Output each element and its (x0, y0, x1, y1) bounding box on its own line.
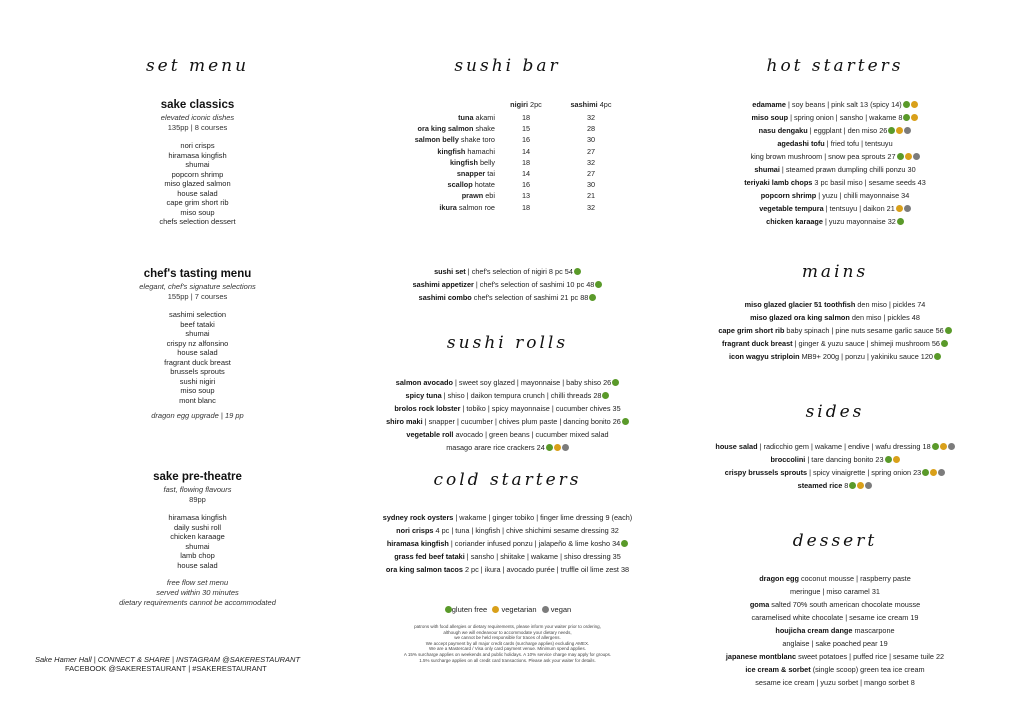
menu-item-description: den miso | pickles 74 (855, 300, 926, 309)
menu-item (690, 585, 980, 598)
menu-item-name: popcorn shrimp (760, 191, 817, 200)
menu-item-name: agedashi tofu (777, 139, 825, 148)
chefs-tasting-subtitle: elegant, chef's signature selections (139, 282, 256, 291)
menu-item-description: | steamed prawn dumpling chilli ponzu 30 (779, 165, 916, 174)
pre-theatre-price: 89pp (189, 495, 206, 504)
nigiri-price: 15 (521, 124, 531, 134)
menu-item (690, 298, 980, 311)
menu-item-description: sweet potatoes | puffed rice | sesame tuile 22 (796, 652, 945, 661)
menu-item (690, 440, 980, 453)
sushi-name-cell (345, 179, 501, 190)
menu-item-name: cape grim short rib (718, 326, 785, 335)
menu-item-name: goma (749, 600, 770, 609)
vegan-icon (913, 153, 920, 160)
sashimi-price: 30 (586, 180, 596, 190)
menu-item (690, 663, 980, 676)
footer-social-1: Sake Hamer Hall | CONNECT & SHARE | INSTAGRAM @SAKERESTAURANT (35, 655, 301, 664)
sashimi-price: 32 (586, 157, 596, 167)
menu-course-item: A 15% surcharge applies on weekends and public holidays. A 10% service charge may apply for groups. (403, 651, 612, 657)
menu-item-description: baby spinach | pine nuts sesame garlic sauce 56 (784, 326, 944, 335)
menu-item (690, 650, 980, 663)
chefs-tasting-heading: chef's tasting menu (143, 268, 252, 280)
menu-item (345, 550, 670, 563)
sushi-row (345, 123, 631, 134)
menu-item-description: | coriander infused ponzu | jalapeño & lime kosho 34 (448, 539, 621, 548)
sushi-japanese-name: tai (487, 169, 495, 179)
menu-item (690, 163, 980, 176)
menu-item-name: japanese montblanc (725, 652, 797, 661)
sushi-row (345, 202, 631, 213)
vegan-icon (904, 205, 911, 212)
menu-item-description: | spring onion | sansho | wakame 8 (788, 113, 903, 122)
menu-item-description: | eggplant | den miso 26 (807, 126, 888, 135)
sushi-bar-table (345, 97, 631, 213)
menu-item-description: | spicy vinaigrette | spring onion 23 (807, 468, 922, 477)
menu-item (690, 479, 980, 492)
sushi-name-cell (345, 202, 501, 213)
sushi-name: salmon belly (414, 135, 459, 145)
sushi-row (345, 168, 631, 179)
chefs-tasting-list (80, 310, 315, 405)
menu-course-item: hiramasa kingfish (168, 513, 227, 522)
menu-item (690, 189, 980, 202)
menu-item-name: grass fed beef tataki (394, 552, 465, 561)
gluten-free-icon (445, 606, 452, 613)
sushi-name: ora king salmon (417, 124, 474, 134)
nigiri-column-header: nigiri 2pc (510, 100, 542, 109)
gluten-free-icon (622, 418, 629, 425)
menu-course-item: crispy nz alfonsino (166, 338, 229, 348)
menu-item-description: | radicchio gem | wakame | endive | wafu dressing 18 (757, 442, 931, 451)
sushi-rolls-list (345, 376, 670, 454)
menu-item (345, 537, 670, 550)
menu-item (690, 150, 980, 163)
pre-theatre-section (80, 471, 315, 608)
gluten-free-icon (888, 127, 895, 134)
vegetarian-icon (492, 606, 499, 613)
menu-item-description: | tobiko | spicy mayonnaise | cucumber chives 35 (460, 404, 621, 413)
menu-item (690, 311, 980, 324)
dessert-title: dessert (792, 531, 878, 551)
menu-item (690, 466, 980, 479)
sake-classics-section (80, 99, 315, 227)
sashimi-price: 27 (586, 169, 596, 179)
menu-item (690, 624, 980, 637)
menu-item-description: | sweet soy glazed | mayonnaise | baby shiso 26 (452, 378, 612, 387)
sides-title: sides (805, 402, 865, 422)
menu-item (690, 98, 980, 111)
menu-course-item: beef tataki (180, 319, 215, 329)
sushi-japanese-name: ebi (485, 191, 495, 201)
sushi-japanese-name: hamachi (467, 146, 495, 156)
menu-item-name: edamame (752, 100, 786, 109)
menu-item (690, 215, 980, 228)
menu-course-item: chicken karaage (170, 532, 225, 541)
pre-theatre-notes (80, 578, 315, 608)
sushi-name: scallop (447, 180, 473, 190)
cold-starters-list (345, 511, 670, 576)
sushi-name: ikura (439, 202, 457, 212)
menu-item-name: miso soup (751, 113, 789, 122)
sake-classics-subtitle: elevated iconic dishes (160, 113, 235, 122)
menu-item-description: masago arare rice crackers 24 (446, 443, 545, 452)
menu-item-name: teriyaki lamb chops (744, 178, 813, 187)
gluten-free-icon (941, 340, 948, 347)
menu-item (345, 376, 670, 389)
menu-course-item: house salad (177, 560, 218, 570)
sushi-japanese-name: salmon roe (458, 202, 495, 212)
menu-course-item: shumai (185, 160, 210, 169)
vegetarian-icon (911, 114, 918, 121)
menu-item-name: chicken karaage (766, 217, 823, 226)
menu-course-item: We accept payment by all major credit cards (surcharge applies) excluding AMEX. (425, 640, 590, 646)
menu-item-name: ice cream & sorbet (745, 665, 811, 674)
menu-item (345, 511, 670, 524)
menu-item-name: vegetable tempura (759, 204, 824, 213)
menu-item-description: | chef's selection of sashimi 10 pc 48 (473, 280, 595, 289)
sashimi-price: 21 (586, 191, 596, 201)
menu-item (690, 572, 980, 585)
menu-course-item: 1.5% surcharge applies on all credit card transactions. Please ask your waiter for details. (419, 657, 596, 663)
menu-item-name: sushi set (434, 267, 466, 276)
sushi-row (345, 112, 631, 123)
sashimi-column-header: sashimi 4pc (570, 100, 612, 109)
sashimi-price: 30 (586, 135, 596, 145)
menu-item (345, 563, 670, 576)
menu-item-description: meringue | miso caramel 31 (790, 587, 880, 596)
menu-course-item: We are a Mastercard / Visa only card payment venue. Minimum spend applies. (429, 646, 586, 652)
menu-item-name: vegetable roll (406, 430, 454, 439)
menu-course-item: fragrant duck breast (164, 357, 231, 367)
dessert-list (690, 572, 980, 689)
menu-item-description: chef's selection of sashimi 21 pc 88 (471, 293, 589, 302)
menu-course-item: daily sushi roll (173, 522, 222, 532)
menu-item-name: ora king salmon tacos (385, 565, 463, 574)
sushi-name-cell (345, 190, 501, 201)
menu-item-name: salmon avocado (395, 378, 453, 387)
gluten-free-icon (903, 101, 910, 108)
menu-item-name: sashimi appetizer (412, 280, 474, 289)
menu-item-name: sydney rock oysters (382, 513, 454, 522)
sushi-japanese-name: shake (475, 124, 495, 134)
sushi-sets-list (345, 265, 670, 304)
menu-item-name: broccolini (770, 455, 806, 464)
menu-course-item: we cannot be held responsible for traces of allergens. (454, 635, 561, 641)
nigiri-price: 16 (521, 135, 531, 145)
nigiri-price: 18 (521, 202, 531, 212)
nigiri-price: 14 (521, 146, 531, 156)
sushi-name-cell (345, 168, 501, 179)
menu-item-description: | sansho | shiitake | wakame | shiso dressing 35 (464, 552, 621, 561)
menu-item (345, 291, 670, 304)
dietary-legend: gluten free vegetarian vegan (345, 605, 670, 614)
menu-course-item: house salad (177, 348, 218, 357)
menu-item-description: sesame ice cream | yuzu sorbet | mango sorbet 8 (755, 678, 915, 687)
chefs-tasting-section (80, 268, 315, 421)
menu-item (690, 676, 980, 689)
menu-course-item: mont blanc (179, 395, 216, 405)
hot-starters-title: hot starters (766, 56, 904, 76)
menu-item-description: salted 70% south american chocolate mousse (769, 600, 921, 609)
menu-course-item: miso glazed salmon (164, 179, 231, 188)
sushi-row (345, 157, 631, 168)
menu-item-description: 3 pc basil miso | sesame seeds 43 (812, 178, 926, 187)
nigiri-price: 13 (521, 191, 531, 201)
menu-course-item: miso soup (180, 386, 215, 395)
menu-item (690, 137, 980, 150)
vegetarian-icon (905, 153, 912, 160)
vegetarian-icon (896, 205, 903, 212)
vegan-icon (938, 469, 945, 476)
gluten-free-icon (589, 294, 596, 301)
menu-item (690, 202, 980, 215)
gluten-free-icon (602, 392, 609, 399)
vegetarian-icon (940, 443, 947, 450)
menu-item-description: den miso | pickles 48 (849, 313, 920, 322)
menu-item (690, 453, 980, 466)
vegetarian-icon (930, 469, 937, 476)
vegan-icon (562, 444, 569, 451)
menu-item-description: caramelised white chocolate | sesame ice cream 19 (751, 613, 919, 622)
menu-course-item: cape grim short rib (166, 198, 229, 207)
gluten-free-icon (945, 327, 952, 334)
vegetarian-icon (893, 456, 900, 463)
dragon-egg-upgrade: dragon egg upgrade | 19 pp (151, 411, 244, 420)
menu-course-item: lamb chop (180, 551, 215, 560)
nigiri-price: 18 (521, 113, 531, 123)
sushi-row (345, 134, 631, 145)
menu-item (690, 337, 980, 350)
gluten-free-icon (621, 540, 628, 547)
menu-item-name: houjicha cream dange (775, 626, 853, 635)
vegan-icon (865, 482, 872, 489)
menu-item-name: sashimi combo (418, 293, 472, 302)
sake-classics-list (80, 141, 315, 227)
pre-theatre-subtitle: fast, flowing flavours (163, 485, 232, 494)
menu-item-name: icon wagyu striploin (729, 352, 800, 361)
menu-item-name: nasu dengaku (758, 126, 808, 135)
sushi-name-cell (345, 112, 501, 123)
menu-course-item: house salad (177, 188, 218, 198)
menu-item-description: | shiso | daikon tempura crunch | chilli threads 28 (441, 391, 602, 400)
menu-item (345, 524, 670, 537)
pre-theatre-heading: sake pre-theatre (153, 471, 242, 483)
vegetarian-icon (857, 482, 864, 489)
menu-item-description: coconut mousse | raspberry paste (798, 574, 911, 583)
menu-item-name: dragon egg (759, 574, 799, 583)
menu-item-description: | fried tofu | tentsuyu (824, 139, 893, 148)
menu-course-item: free flow set menu (166, 578, 229, 587)
menu-item-name: shumai (754, 165, 780, 174)
menu-item (345, 428, 670, 441)
gluten-free-icon (574, 268, 581, 275)
sushi-japanese-name: akami (475, 113, 495, 123)
gluten-free-icon (849, 482, 856, 489)
menu-item-name: spicy tuna (405, 391, 442, 400)
chefs-tasting-price: 155pp | 7 courses (167, 292, 228, 301)
nigiri-price: 16 (521, 180, 531, 190)
vegetarian-icon (896, 127, 903, 134)
sashimi-price: 28 (586, 124, 596, 134)
sushi-japanese-name: shake toro (460, 135, 495, 145)
menu-item-description: | soy beans | pink salt 13 (spicy 14) (785, 100, 902, 109)
menu-item (690, 611, 980, 624)
sushi-row (345, 179, 631, 190)
sushi-bar-title: sushi bar (454, 56, 561, 76)
menu-item-description: 2 pc | ikura | avocado purée | truffle oil lime zest 38 (462, 565, 630, 574)
gluten-free-icon (546, 444, 553, 451)
menu-item-name: nori crisps (396, 526, 434, 535)
sashimi-price: 32 (586, 202, 596, 212)
menu-course-item: patrons with food allergies or dietary requirements, please inform your waiter prior to ordering, (414, 624, 601, 629)
menu-item (345, 441, 670, 454)
sashimi-price: 32 (586, 113, 596, 123)
menu-item-description: | snapper | cucumber | chives plum paste | dancing bonito 26 (422, 417, 621, 426)
menu-course-item: although we will endeavour to accommodate your dietary needs, (443, 629, 572, 635)
menu-item-name: miso glazed glacier 51 toothfish (744, 300, 856, 309)
menu-item-name: crispy brussels sprouts (724, 468, 808, 477)
menu-item-description: | yuzu mayonnaise 32 (822, 217, 896, 226)
gluten-free-icon (595, 281, 602, 288)
gluten-free-icon (885, 456, 892, 463)
sushi-japanese-name: hotate (474, 180, 495, 190)
vegan-icon (948, 443, 955, 450)
menu-item-description: avocado | green beans | cucumber mixed salad (453, 430, 609, 439)
sushi-name: kingfish (437, 146, 466, 156)
menu-item (690, 111, 980, 124)
menu-course-item: nori crisps (180, 141, 215, 150)
sushi-name-cell (345, 146, 501, 157)
menu-course-item: chefs selection dessert (159, 217, 236, 226)
menu-item (345, 265, 670, 278)
menu-item-description: | ginger & yuzu sauce | shimeji mushroom 56 (792, 339, 940, 348)
menu-item-description: mascarpone (852, 626, 895, 635)
mains-title: mains (801, 262, 869, 282)
menu-course-item: shumai (185, 329, 210, 338)
menu-course-item: sashimi selection (168, 310, 227, 319)
menu-item (690, 176, 980, 189)
gluten-free-icon (897, 153, 904, 160)
sake-classics-heading: sake classics (160, 99, 235, 111)
set-menu-title: set menu (145, 56, 250, 76)
menu-item-description: anglaise | sake poached pear 19 (782, 639, 888, 648)
nigiri-price: 18 (521, 157, 531, 167)
sushi-rolls-title: sushi rolls (446, 333, 569, 353)
hot-starters-list (690, 98, 980, 228)
menu-course-item: miso soup (180, 207, 215, 217)
sushi-name: snapper (456, 169, 486, 179)
vegan-icon (542, 606, 549, 613)
menu-item-name: hiramasa kingfish (386, 539, 449, 548)
gluten-free-icon (903, 114, 910, 121)
gluten-free-icon (934, 353, 941, 360)
menu-item-description: (single scoop) green tea ice cream (810, 665, 925, 674)
menu-item-name: house salad (715, 442, 758, 451)
sashimi-price: 27 (586, 146, 596, 156)
menu-item-name: steamed rice (797, 481, 843, 490)
menu-item-description: | yuzu | chilli mayonnaise 34 (816, 191, 910, 200)
menu-item (690, 324, 980, 337)
pre-theatre-list (80, 513, 315, 570)
menu-course-item: sushi nigiri (179, 376, 216, 386)
sides-list (690, 440, 980, 492)
sushi-row (345, 190, 631, 201)
menu-item (690, 598, 980, 611)
menu-item (345, 402, 670, 415)
menu-item-name: fragrant duck breast (722, 339, 793, 348)
menu-item (690, 637, 980, 650)
menu-course-item: served within 30 minutes (156, 588, 239, 597)
menu-item (345, 415, 670, 428)
sake-classics-price: 135pp | 8 courses (167, 123, 228, 132)
cold-starters-title: cold starters (433, 470, 582, 490)
menu-item (345, 389, 670, 402)
gluten-free-icon (922, 469, 929, 476)
menu-course-item: shumai (185, 541, 210, 551)
menu-item-description: | chef's selection of nigiri 8 pc 54 (465, 267, 573, 276)
vegan-icon (904, 127, 911, 134)
mains-list (690, 298, 980, 363)
menu-course-item: dietary requirements cannot be accommodated (119, 598, 276, 607)
menu-item-description: | tare dancing bonito 23 (805, 455, 884, 464)
vegetarian-icon (554, 444, 561, 451)
sushi-name: tuna (458, 113, 474, 123)
fine-print (345, 624, 670, 663)
sushi-name: kingfish (449, 157, 478, 167)
menu-item (345, 278, 670, 291)
menu-item-name: brolos rock lobster (394, 404, 461, 413)
menu-item-description: | tentsuyu | daikon 21 (823, 204, 895, 213)
menu-item-name: shiro maki (386, 417, 423, 426)
menu-item-description: 4 pc | tuna | kingfish | chive shichimi sesame dressing 32 (433, 526, 619, 535)
sushi-name-cell (345, 134, 501, 145)
menu-course-item: brussels sprouts (170, 367, 225, 376)
menu-item (690, 124, 980, 137)
sushi-name-cell (345, 123, 501, 134)
vegetarian-icon (911, 101, 918, 108)
menu-item-name: miso glazed ora king salmon (750, 313, 850, 322)
menu-item-description: MB9+ 200g | ponzu | yakiniku sauce 120 (799, 352, 933, 361)
gluten-free-icon (897, 218, 904, 225)
sushi-japanese-name: belly (479, 157, 495, 167)
menu-course-item: hiramasa kingfish (168, 150, 227, 160)
gluten-free-icon (612, 379, 619, 386)
menu-item-description: king brown mushroom | snow pea sprouts 27 (750, 152, 896, 161)
sushi-name: prawn (461, 191, 484, 201)
sushi-row (345, 146, 631, 157)
nigiri-price: 14 (521, 169, 531, 179)
sushi-name-cell (345, 157, 501, 168)
footer-social-2: FACEBOOK @SAKERESTAURANT | #SAKERESTAURANT (65, 664, 267, 673)
menu-item (690, 350, 980, 363)
menu-item-description: 8 (842, 481, 849, 490)
menu-item-description: | wakame | ginger tobiko | finger lime dressing 9 (each) (453, 513, 633, 522)
gluten-free-icon (932, 443, 939, 450)
menu-course-item: popcorn shrimp (171, 169, 224, 179)
